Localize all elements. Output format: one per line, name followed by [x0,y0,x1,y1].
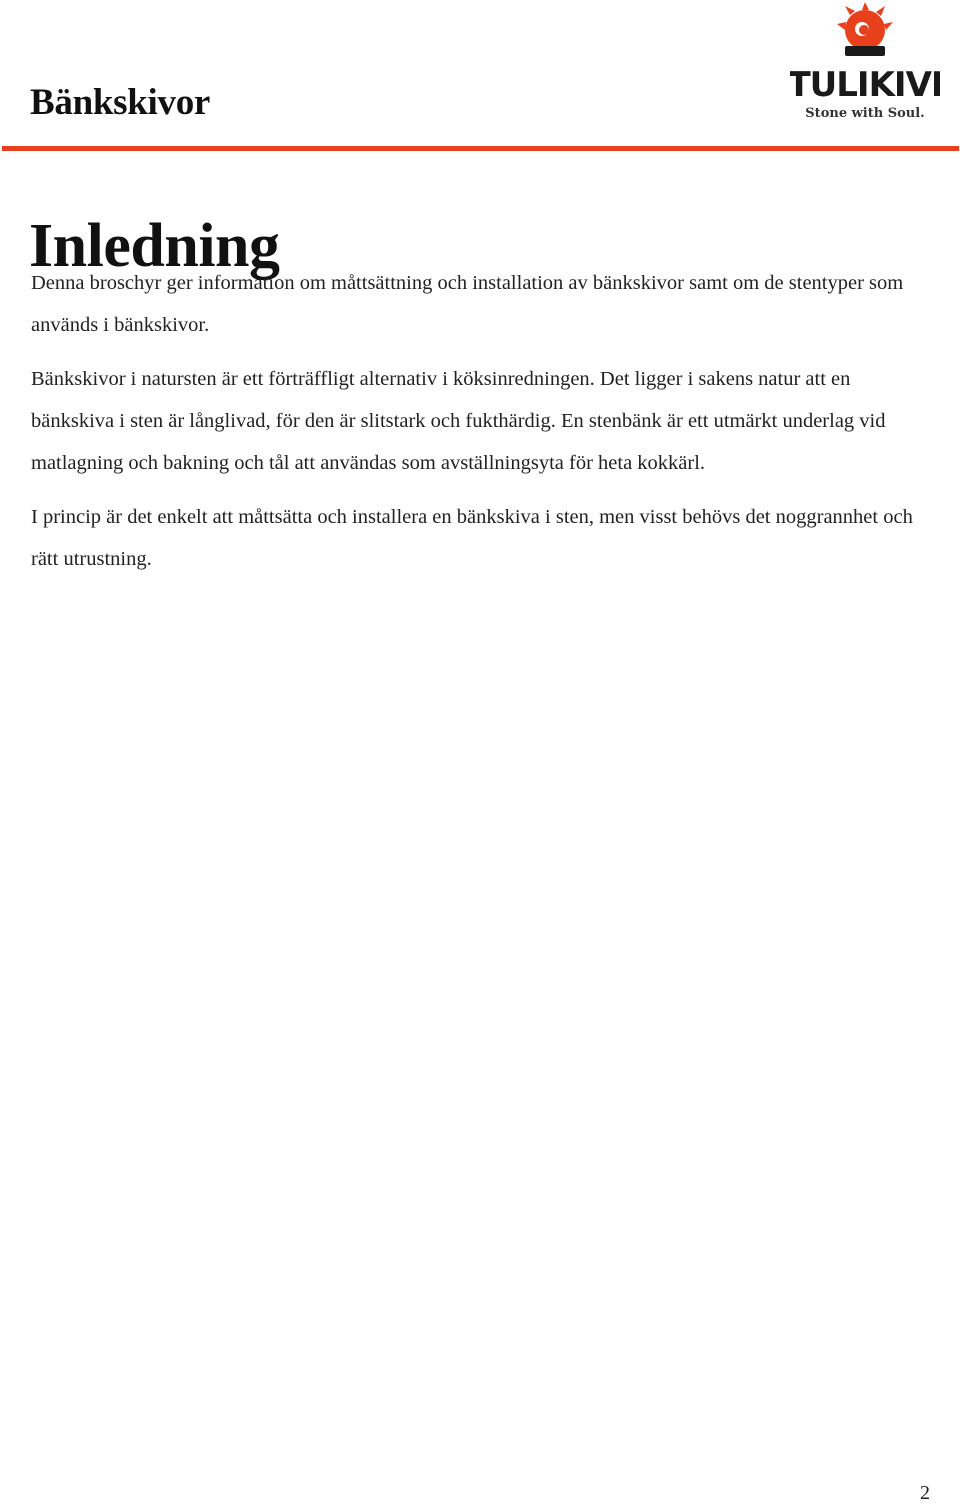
tulikivi-logo [790,2,940,124]
paragraph: Bänkskivor i natursten är ett förträffligt alternativ i köksinredningen. Det ligger i sakens natur att en bänkskiva i sten är långlivad, för den är slitstark och fukthärdig. En stenbänk är ett utmärkt underlag vid matlagning och bakning och tål att användas som avställningsyta för heta kokkärl. [31,368,886,474]
page-number: 2 [920,1482,930,1504]
body-text [31,262,931,592]
paragraph: I princip är det enkelt att måttsätta och installera en bänkskiva i sten, men visst behövs det noggrannhet och rätt utrustning. [31,506,913,570]
paragraph: Denna broschyr ger information om måttsättning och installation av bänkskivor samt om de stentyper som används i bänkskivor. [31,272,904,336]
logo-wordmark: TULIKIVI [790,65,940,105]
tulikivi-logo-graphic [790,2,940,124]
logo-tagline: Stone with Soul. [805,106,925,121]
flame-emblem-icon [837,2,893,56]
header-divider [2,146,959,151]
document-section-title: Bänkskivor [30,82,211,123]
page-heading: Inledning [29,211,280,280]
